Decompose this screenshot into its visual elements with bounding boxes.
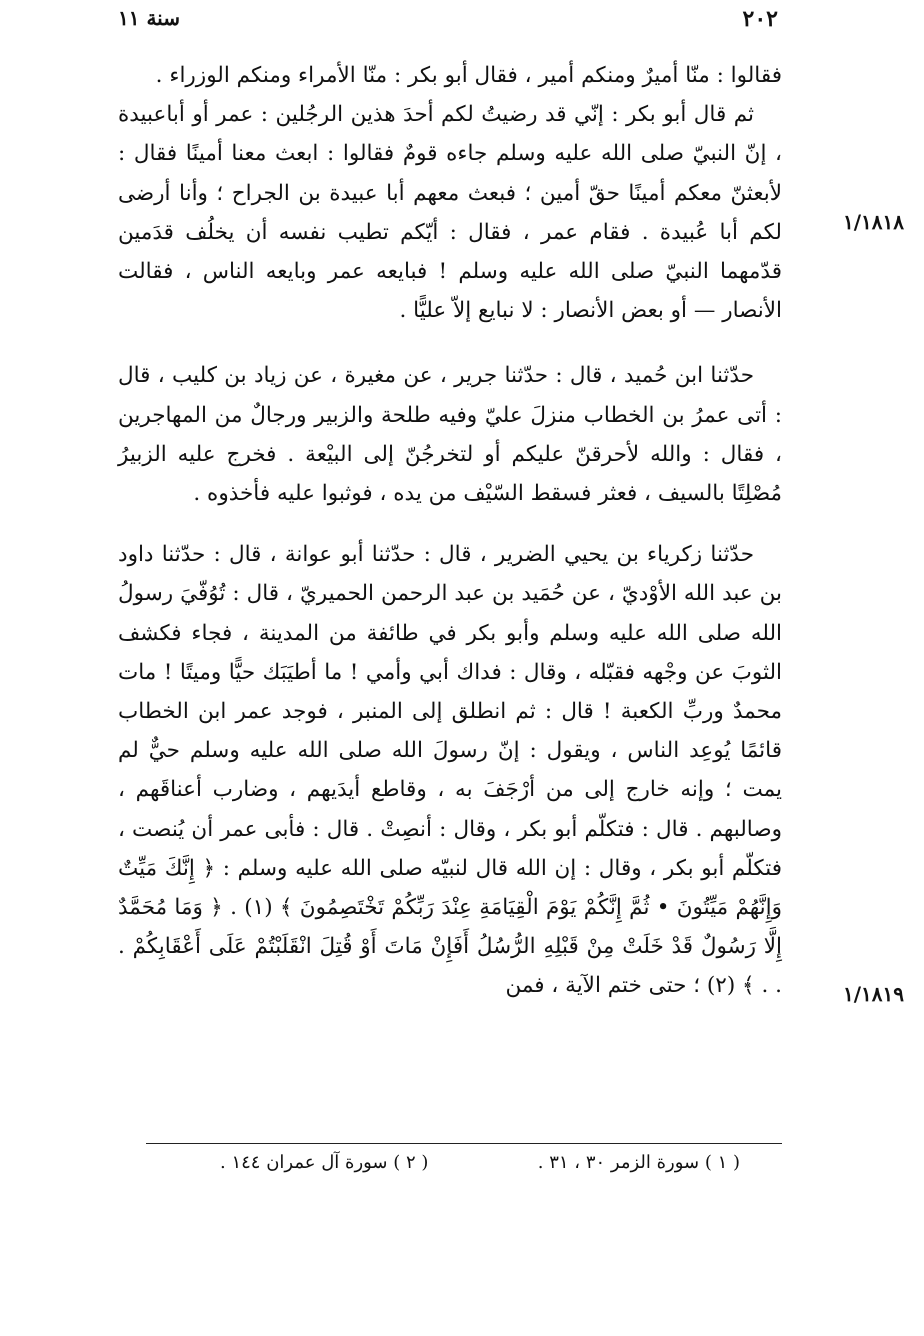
page-number: ٢٠٢ <box>742 6 778 32</box>
page-header <box>118 6 778 40</box>
paragraph-1: فقالوا : منّا أميرٌ ومنكم أمير ، فقال أبو بكر : منّا الأمراء ومنكم الوزراء . <box>155 63 782 88</box>
margin-reference-1: ١/١٨١٨ <box>842 210 904 234</box>
margin-reference-2: ١/١٨١٩ <box>842 982 904 1006</box>
paragraph-2: ثم قال أبو بكر : إنّي قد رضيتُ لكم أحدَ هذين الرجُلين : عمر أو أباعبيدة ، إنّ النبيّ صلى الله عليه وسلم جاءه قومٌ فقالوا : ابعث معنا أمينًا فقال : لأبعثنّ معكم أمينًا حقّ أمين ؛ فبعث معهم أبا عبيدة بن الجراح ؛ وأنا أرضى لكم أبا عُبيدة . فقام عمر ، فقال : أيّكم تطيب نفسه أن يخلُف قدَمين قدّمهما النبيّ صلى الله عليه وسلم ! فبايعه عمر وبايعه الناس ، فقالت الأنصار — أو بعض الأنصار : لا نبايع إلاّ عليًّا . <box>118 102 782 324</box>
year-label: سنة ١١ <box>118 6 180 30</box>
paragraph-4: حدّثنا زكرياء بن يحيي الضرير ، قال : حدّثنا أبو عوانة ، قال : حدّثنا داود بن عبد الله الأوْديّ ، عن حُمَيد بن عبد الرحمن الحميريّ ، قال : تُوُفّيَ رسولُ الله صلى الله عليه وسلم وأبو بكر في طائفة من المدينة ، فجاء فكشف الثوبَ عن وجْهه فقبّله ، وقال : فداك أبي وأمي ! ما أطيَبَك حيًّا وميتًا ! مات محمدٌ وربِّ الكعبة ! قال : ثم انطلق إلى المنبر ، فوجد عمر ابن الخطاب قائمًا يُوعِد الناس ، ويقول : إنّ رسولَ الله صلى الله عليه وسلم حيٌّ لم يمت ؛ وإنه خارج إلى من أرْجَفَ به ، وقاطع أيدَيهم ، وضارب أعناقَهم ، وصالبهم . قال : فتكلّم أبو بكر ، وقال : أنصِتْ . قال : فأبى عمر أن يُنصت ، فتكلّم أبو بكر ، وقال : إن الله قال لنبيّه صلى الله عليه وسلم : ﴿ إِنَّكَ مَيِّتٌ وَإِنَّهُمْ مَيِّتُونَ • ثُمَّ إِنَّكُمْ يَوْمَ الْقِيَامَةِ عِنْدَ رَبِّكُمْ تَخْتَصِمُونَ ﴾ (١) . ﴿ وَمَا مُحَمَّدٌ إِلَّا رَسُولٌ قَدْ خَلَتْ مِنْ قَبْلِهِ الرُّسُلُ أَفَإِنْ مَاتَ أَوْ قُتِلَ انْقَلَبْتُمْ عَلَى أَعْقَابِكُمْ . . . ﴾ (٢) ؛ حتى ختم الآية ، فمن <box>118 542 783 999</box>
paragraph-gap <box>118 330 782 356</box>
footnote-1: ( ١ ) سورة الزمر ٣٠ ، ٣١ . <box>537 1152 740 1173</box>
footnote-2: ( ٢ ) سورة آل عمران ١٤٤ . <box>220 1152 429 1173</box>
paragraph-3: حدّثنا ابن حُميد ، قال : حدّثنا جرير ، عن مغيرة ، عن زياد بن كليب ، قال : أتى عمرُ بن الخطاب منزلَ عليّ وفيه طلحة والزبير ورجالٌ من المهاجرين ، فقال : والله لأحرقنّ عليكم أو لتخرجُنّ إلى البيْعة . فخرج عليه الزبيرُ مُصْلِتًا بالسيف ، فعثر فسقط السّيْف من يده ، فوثبوا عليه فأخذوه . <box>118 363 782 507</box>
footnote-divider <box>146 1143 782 1144</box>
main-text <box>118 56 782 1006</box>
paragraph-gap <box>118 513 782 535</box>
footnotes <box>220 1152 740 1173</box>
